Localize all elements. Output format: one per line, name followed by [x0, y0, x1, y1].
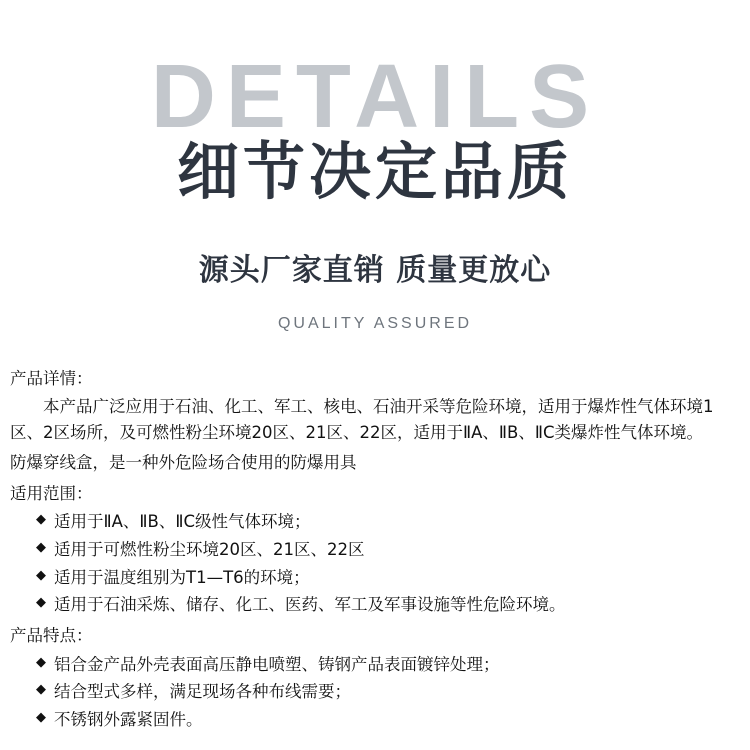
hero-banner	[0, 0, 750, 355]
list-item	[36, 564, 746, 592]
hero-subtitle: 源头厂家直销 质量更放心	[198, 253, 552, 288]
list-item	[36, 651, 746, 679]
list-item-label: 不锈钢外露紧固件。	[54, 710, 203, 730]
list-item-label: 适用于可燃性粉尘环境20区、21区、22区	[54, 540, 365, 560]
list-item	[36, 508, 746, 536]
product-detail-content	[10, 366, 746, 738]
product-details-paragraph: 本产品广泛应用于石油、化工、军工、核电、石油开采等危险环境，适用于爆炸性气体环境1区、2区场所，及可燃性粉尘环境20区、21区、22区，适用于ⅡA、ⅡB、ⅡC类爆炸性气体环境。	[10, 396, 714, 442]
list-item	[36, 706, 746, 734]
list-item-label: 铝合金产品外壳表面高压静电喷塑、铸钢产品表面镀锌处理；	[54, 654, 500, 674]
features-list	[10, 651, 746, 734]
diamond-bullet-icon: ◆	[36, 512, 46, 528]
product-details-note: 防爆穿线盒，是一种外危险场合使用的防爆用具	[10, 453, 357, 473]
list-item	[36, 591, 746, 619]
features-heading: 产品特点：	[10, 626, 93, 646]
diamond-bullet-icon: ◆	[36, 540, 46, 556]
scope-heading: 适用范围：	[10, 483, 93, 503]
list-item-label: 结合型式多样，满足现场各种布线需要；	[54, 682, 351, 702]
list-item	[36, 678, 746, 706]
product-details-heading: 产品详情：	[10, 369, 93, 388]
scope-list	[10, 508, 746, 619]
list-item-label: 适用于温度组别为T1—T6的环境；	[54, 567, 310, 587]
list-item	[36, 536, 746, 564]
hero-english-tagline: QUALITY ASSURED	[277, 315, 473, 332]
diamond-bullet-icon: ◆	[36, 595, 46, 611]
diamond-bullet-icon: ◆	[36, 682, 46, 698]
list-item-label: 适用于ⅡA、ⅡB、ⅡC级性气体环境；	[54, 512, 311, 532]
hero-watermark-text: DETAILS	[150, 47, 600, 147]
list-item-label: 适用于石油采炼、储存、化工、医药、军工及军事设施等性危险环境。	[54, 595, 566, 615]
diamond-bullet-icon: ◆	[36, 654, 46, 670]
diamond-bullet-icon: ◆	[36, 567, 46, 583]
diamond-bullet-icon: ◆	[36, 710, 46, 726]
hero-title: 细节决定品质	[176, 135, 573, 208]
